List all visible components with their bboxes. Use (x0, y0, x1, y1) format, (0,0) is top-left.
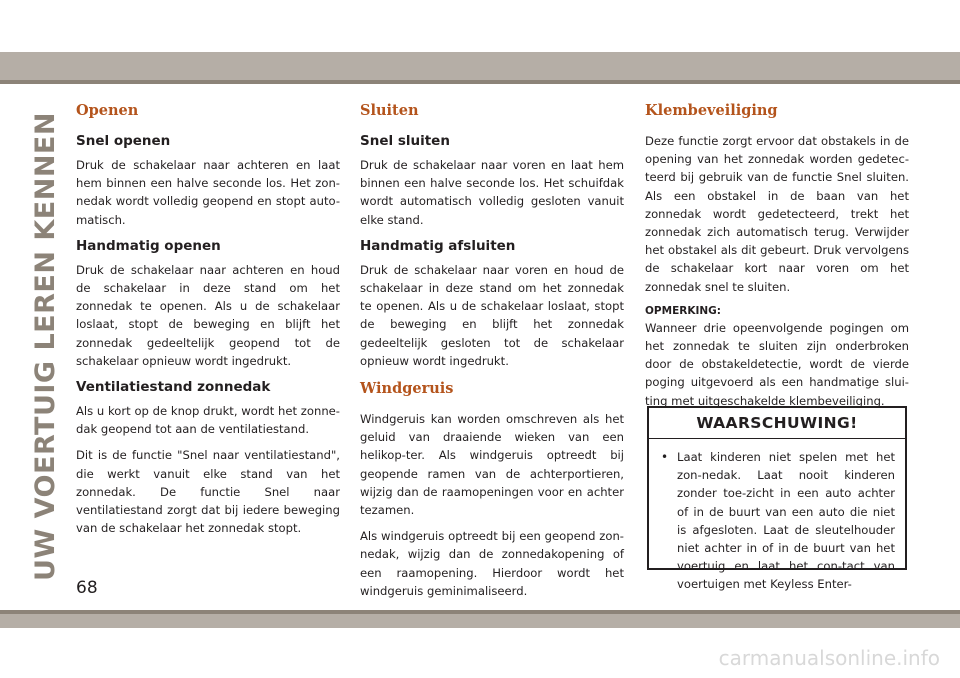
warning-title: WAARSCHUWING! (649, 408, 905, 439)
column-openen (76, 100, 340, 545)
page-number: 68 (76, 578, 98, 598)
column-sluiten (360, 100, 624, 608)
warning-body (649, 439, 905, 594)
chapter-side-title (28, 104, 62, 588)
column-klembeveiliging (645, 100, 909, 418)
footer-band (0, 614, 960, 628)
note-text: Wanneer drie opeenvolgende pogingen om het zonnedak te sluiten zijn onderbroken door de obstakeldetectie, wordt de vierde poging uitgevoerd als een handmatige slui-ting met uitgeschakelde klembeveiliging. (645, 320, 909, 408)
header-band (0, 52, 960, 80)
subheading-handmatig-openen: Handmatig openen (76, 237, 221, 254)
subheading-ventilatiestand: Ventilatiestand zonnedak (76, 379, 271, 396)
paragraph: Dit is de functie "Snel naar ventilatiestand", die werkt vanuit elke stand van het zonnedak. De functie Snel naar ventilatiestand zorgt dat bij iedere beweging van de schakelaar het zonnedak stopt. (76, 448, 340, 536)
paragraph: Als u kort op de knop drukt, wordt het zonne-dak geopend tot aan de ventilatiestand. (76, 404, 340, 437)
watermark: carmanualsonline.info (718, 646, 940, 670)
subheading-snel-openen: Snel openen (76, 133, 171, 149)
paragraph: Druk de schakelaar naar achteren en laat hem binnen een halve seconde los. Het zon-nedak wordt volledig geopend en stopt auto-matisch. (76, 158, 340, 227)
bullet-icon: • (661, 450, 669, 464)
subheading-snel-sluiten: Snel sluiten (360, 133, 450, 149)
section-heading-openen: Openen (76, 102, 139, 119)
subheading-handmatig-afsluiten: Handmatig afsluiten (360, 237, 516, 254)
paragraph: Als windgeruis optreedt bij een geopend zon-nedak, wijzig dan de zonnedakopening of een raamopening. Hierdoor wordt het windgeruis geminimaliseerd. (360, 529, 624, 598)
section-heading-windgeruis: Windgeruis (360, 380, 454, 398)
paragraph: Druk de schakelaar naar achteren en houd de schakelaar in deze stand om het zonnedak te openen. Als u de schakelaar loslaat, stopt de beweging en blijft het zonnedak gedeeltelijk geopend tot de schakelaar opnieuw wordt ingedrukt. (76, 262, 340, 368)
note-label: OPMERKING: (645, 304, 721, 317)
section-heading-klembeveiliging: Klembeveiliging (645, 102, 778, 119)
chapter-title-text: UW VOERTUIG LEREN KENNEN (29, 111, 61, 581)
paragraph: Deze functie zorgt ervoor dat obstakels in de opening van het zonnedak worden gedetec-teerd bij gebruik van de functie Snel sluiten. Als een obstakel in de baan van het zonnedak wordt gedetecteerd, trekt het zonnedak zich automatisch terug. Verwijder het obstakel als dit gebeurt. Druk vervolgens de schakelaar kort naar voren om het zonnedak snel te sluiten. (645, 134, 909, 294)
paragraph: Windgeruis kan worden omschreven als het geluid van draaiende wieken van een helikop-ter. Als windgeruis optreedt bij geopende ramen van de achterportieren, wijzig dan de raamopeningen voor en achter tezamen. (360, 412, 624, 518)
paragraph: Druk de schakelaar naar voren en houd de schakelaar in deze stand om het zonnedak te openen. Als u de schakelaar loslaat, stopt de beweging en blijft het zonnedak gedeeltelijk gesloten tot de schakelaar opnieuw wordt ingedrukt. (360, 262, 624, 368)
warning-text: Laat kinderen niet spelen met het zon-nedak. Laat nooit kinderen zonder toe-zicht in een auto achter of in de buurt van een auto die niet is afgesloten. Laat de sleutelhouder niet achter in of in de buurt van het voertuig en laat het con-tact van voertuigen met Keyless Enter- (677, 450, 895, 592)
warning-box (647, 406, 907, 592)
header-rule (0, 80, 960, 84)
section-heading-sluiten: Sluiten (360, 102, 419, 119)
paragraph: Druk de schakelaar naar voren en laat hem binnen een halve seconde los. Het schuifdak wordt automatisch volledig gesloten vanuit elke stand. (360, 158, 624, 227)
